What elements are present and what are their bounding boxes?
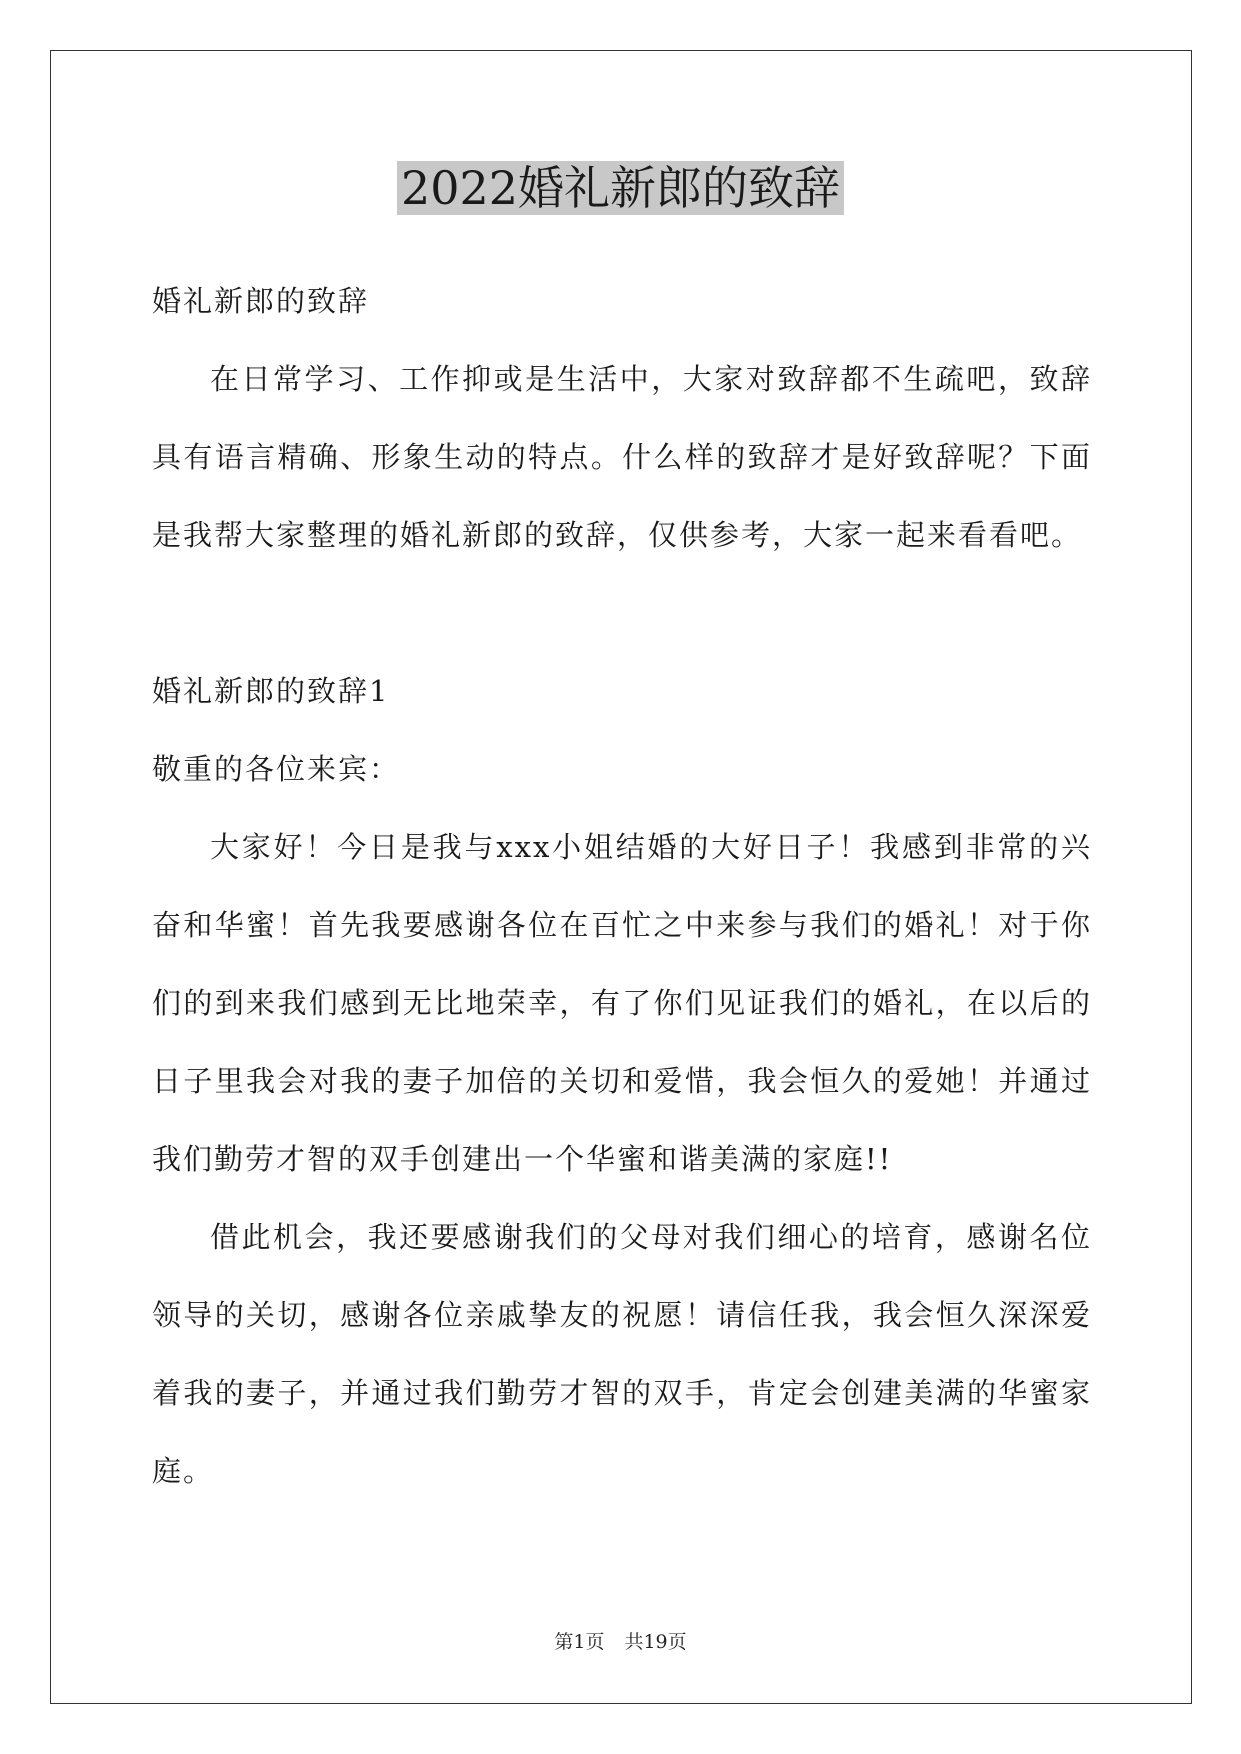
section-spacer <box>152 574 1092 652</box>
page-footer <box>0 1630 1241 1654</box>
body-paragraph: 大家好！今日是我与xxx小姐结婚的大好日子！我感到非常的兴奋和华蜜！首先我要感谢各位在百忙之中来参与我们的婚礼！对于你们的到来我们感到无比地荣幸，有了你们见证我们的婚礼，在以后的日子里我会对我的妻子加倍的关切和爱惜，我会恒久的爱她！并通过我们勤劳才智的双手创建出一个华蜜和谐美满的家庭!! <box>152 830 1092 1176</box>
intro-paragraph: 在日常学习、工作抑或是生活中，大家对致辞都不生疏吧，致辞具有语言精确、形象生动的特点。什么样的致辞才是好致辞呢？下面是我帮大家整理的婚礼新郎的致辞，仅供参考，大家一起来看看吧。 <box>152 362 1092 552</box>
document-title <box>0 158 1241 218</box>
subtitle: 婚礼新郎的致辞 <box>152 284 370 318</box>
page-number: 第1页 <box>554 1631 605 1653</box>
body-paragraph: 借此机会，我还要感谢我们的父母对我们细心的培育，感谢名位领导的关切，感谢各位亲戚挚友的祝愿！请信任我，我会恒久深深爱着我的妻子，并通过我们勤劳才智的双手，肯定会创建美满的华蜜家庭。 <box>152 1220 1092 1488</box>
page-total: 共19页 <box>624 1631 687 1653</box>
salutation: 敬重的各位来宾： <box>152 752 401 786</box>
document-title-text: 2022婚礼新郎的致辞 <box>397 161 844 215</box>
section-heading: 婚礼新郎的致辞1 <box>152 674 390 708</box>
document-body <box>152 262 1092 1510</box>
